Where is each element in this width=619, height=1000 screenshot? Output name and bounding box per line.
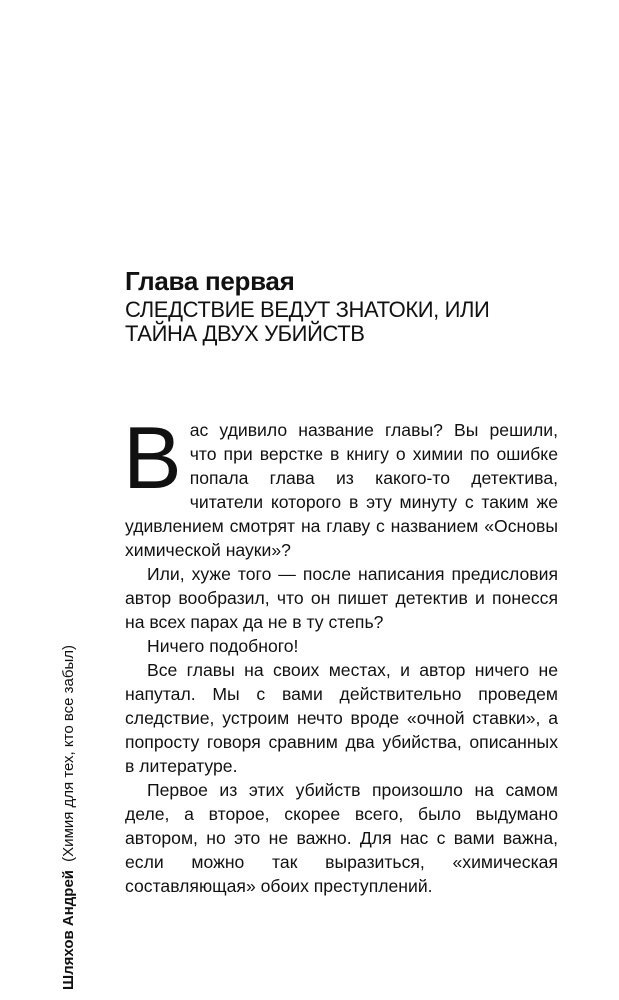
chapter-subtitle-line-1: СЛЕДСТВИЕ ВЕДУТ ЗНАТОКИ, ИЛИ [125, 297, 490, 322]
paragraph-1 [123, 408, 558, 562]
running-head [60, 645, 78, 990]
drop-cap: В [123, 408, 182, 507]
chapter-subtitle [125, 298, 565, 346]
paragraph-2: Или, хуже того — после написания предисловия автор вообразил, что он пишет детектив и понесся на всех парах да не в ту степь? [125, 564, 558, 632]
chapter-subtitle-line-2: ТАЙНА ДВУХ УБИЙСТВ [125, 321, 365, 346]
paragraph-5: Первое из этих убийств произошло на самом деле, а второе, скорее всего, было выдумано автором, но это не важно. Для нас с вами важна, если можно так выразиться, «химическая составляющая» обоих преступлений. [125, 780, 558, 896]
running-head-author: Шляхов Андрей [60, 869, 77, 990]
chapter-title: Глава первая [125, 266, 295, 296]
paragraph-1-text: ас удивило название главы? Вы решили, что при верстке в книгу о химии по ошибке попала глава из какого-то детектива, читатели которого в эту минуту с таким же удивлением смотрят на главу с названием «Основы химической науки»? [125, 420, 558, 560]
paragraph-4: Все главы на своих местах, и автор ничего не напутал. Мы с вами действительно проведем следствие, устроим нечто вроде «очной ставки», а попросту говоря сравним два убийства, описанных в литературе. [125, 660, 558, 776]
chapter-header [125, 266, 565, 346]
body-text [123, 408, 558, 898]
running-head-book-title: (Химия для тех, кто все забыл) [60, 645, 77, 862]
paragraph-3: Ничего подобного! [147, 636, 299, 656]
